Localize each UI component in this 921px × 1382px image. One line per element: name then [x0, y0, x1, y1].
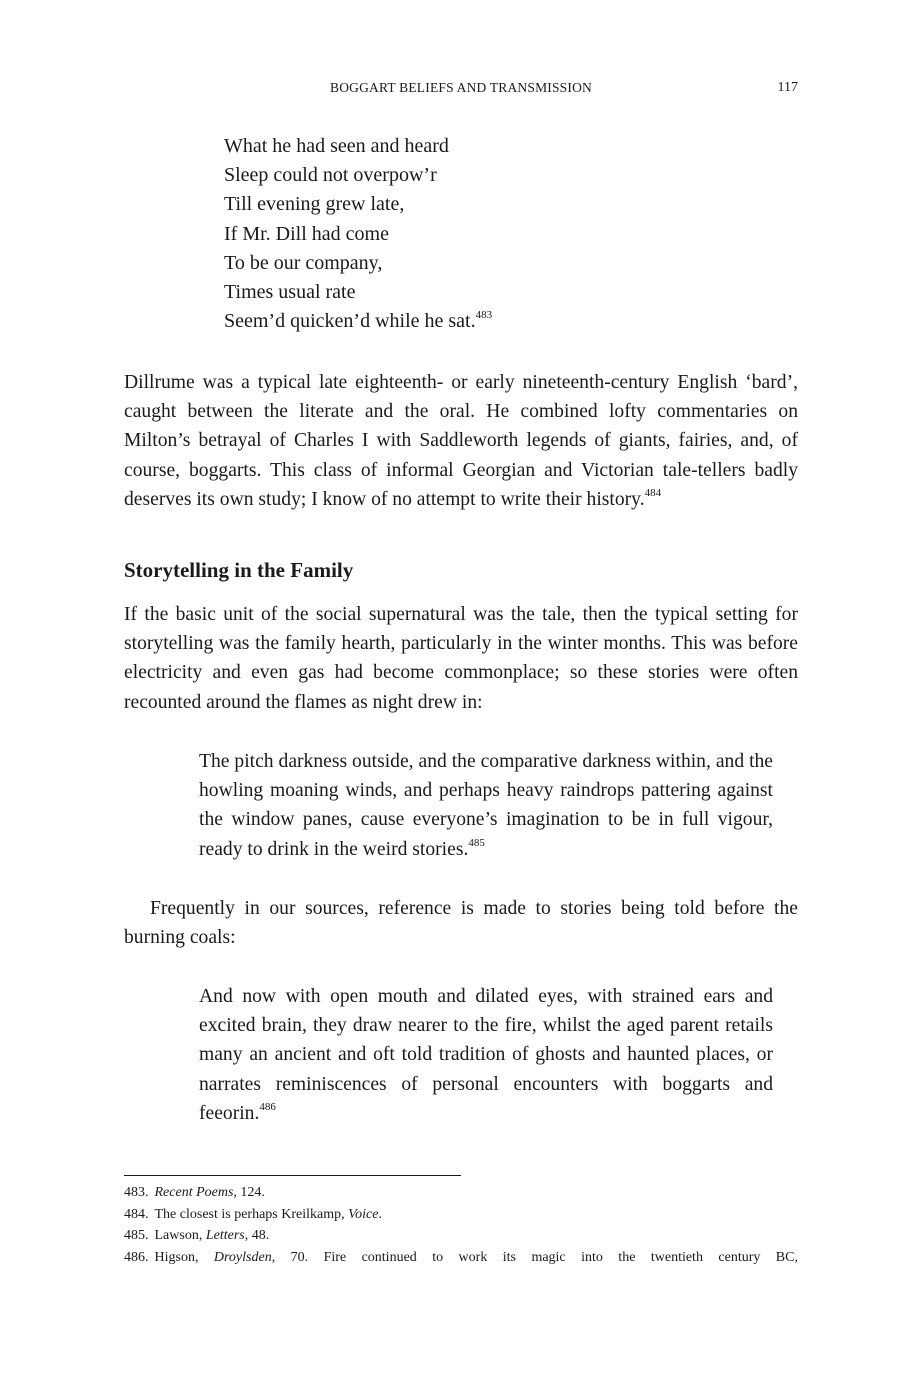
footnote-lead: The closest is perhaps Kreilkamp, [154, 1206, 349, 1222]
verse-line: If Mr. Dill had come [224, 222, 389, 245]
paragraph-text: Frequently in our sources, reference is made to stories being told before the burning coals: [124, 898, 798, 949]
quote-text: The pitch darkness outside, and the comparative darkness within, and the howling moaning winds, and perhaps heavy raindrops pattering against the window panes, cause everyone’s imagination to be in full vigour, ready to drink in the weird stories. [199, 751, 773, 860]
verse-line: Till evening grew late, [224, 193, 405, 216]
verse-line: To be our company, [224, 251, 383, 274]
footnote-rest: . [378, 1206, 382, 1222]
verse-line: What he had seen and heard [224, 135, 449, 157]
paragraph-text: Dillrume was a typical late eighteenth- or early nineteenth-century English ‘bard’, caught between the literate and the oral. He combined lofty commentaries on Milton’s betrayal of Charles I with Saddleworth legends of giants, fairies, and, of course, boggarts. This class of informal Georgian and Victorian tale-tellers badly deserves its own study; I know of no attempt to write their history. [124, 372, 798, 510]
footnote-title: Droylsden [213, 1249, 272, 1265]
body-paragraph-hearth [124, 600, 798, 717]
paragraph-text: If the basic unit of the social supernatural was the tale, then the typical setting for storytelling was the family hearth, particularly in the winter months. This was before electricity and even gas had become commonplace; so these stories were often recounted around the flames as night drew in: [124, 604, 798, 713]
running-header [124, 80, 798, 100]
footnote-ref-484[interactable]: 484 [644, 486, 662, 499]
footnote-lead: Higson, [154, 1249, 214, 1265]
footnote-ref-486[interactable]: 486 [259, 1100, 276, 1113]
body-paragraph-coals [124, 894, 798, 952]
verse-line-text: Seem’d quicken’d while he sat. [224, 310, 476, 333]
footnote-number: 484. [124, 1206, 149, 1222]
footnote-rest: , 70. Fire continued to work its magic into the twentieth century BC, [271, 1249, 798, 1265]
footnote-title: Letters [205, 1228, 245, 1243]
footnote-483 [124, 1182, 798, 1204]
footnote-lead: Lawson, [154, 1228, 206, 1243]
footnote-separator [124, 1175, 461, 1176]
footnote-486 [124, 1247, 798, 1269]
block-quote-fire [199, 982, 773, 1128]
section-heading: Storytelling in the Family [124, 558, 354, 582]
footnote-rest: , 48. [244, 1228, 270, 1243]
block-quote-darkness [199, 747, 773, 864]
body-paragraph-dillrume [124, 368, 798, 514]
verse-line: Sleep could not overpow’r [224, 164, 437, 187]
verse-quotation [224, 132, 492, 336]
footnote-ref-485[interactable]: 485 [468, 836, 485, 849]
footnote-number: 483. [124, 1185, 149, 1200]
footnote-ref-483[interactable]: 483 [475, 309, 493, 322]
page-number: 117 [777, 80, 798, 95]
footnote-485 [124, 1225, 798, 1247]
footnote-number: 485. [124, 1228, 149, 1243]
footnote-number: 486. [124, 1249, 149, 1265]
running-title: BOGGART BELIEFS AND TRANSMISSION [329, 80, 592, 95]
verse-line: Times usual rate [224, 281, 356, 304]
footnote-title: Recent Poems [154, 1185, 234, 1200]
footnotes [124, 1182, 798, 1268]
footnote-rest: , 124. [233, 1185, 265, 1200]
footnote-484 [124, 1204, 798, 1226]
footnote-title: Voice [348, 1206, 379, 1222]
quote-text: And now with open mouth and dilated eyes, with strained ears and excited brain, they draw nearer to the fire, whilst the aged parent retails many an ancient and oft told tradition of ghosts and haunted places, or narrates reminiscences of personal encounters with boggarts and feeorin. [199, 986, 773, 1124]
verse-line-last [224, 307, 492, 336]
